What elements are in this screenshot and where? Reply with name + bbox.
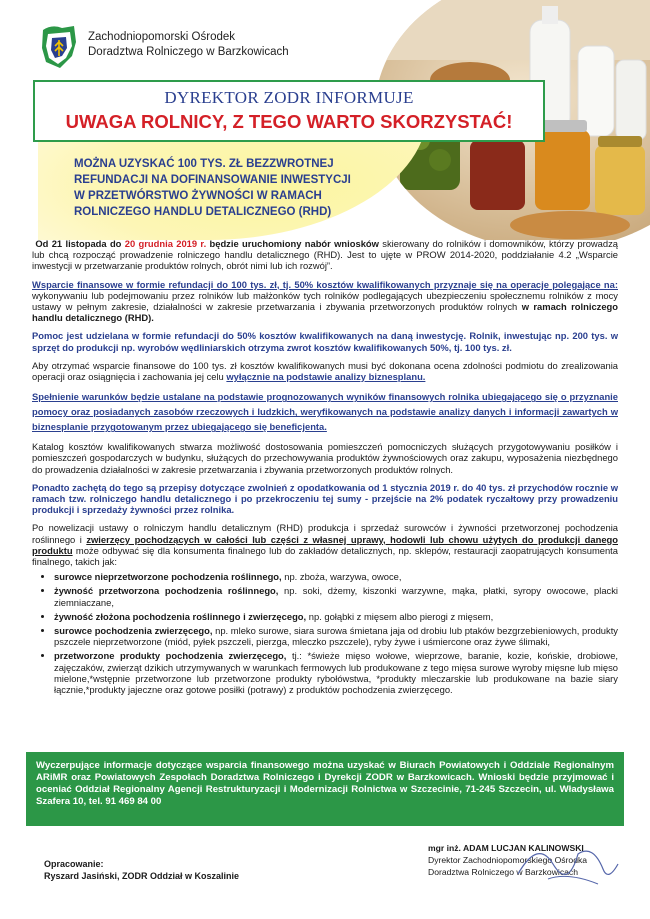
org-line-1: Zachodniopomorski Ośrodek — [88, 31, 236, 43]
amend-emphasis: zwierzęcy pochodzących w całości lub części z własnej uprawy, hodowli lub chowu użytych do produkcji danego produktu — [32, 533, 618, 556]
intro-rest: skierowany do rolników i domowników, którzy prowadzą lub chcą rozpocząć prowadzenie rolniczego handlu detalicznego (RHD). Jest to ujęte w PROW 2014-2020, poddziałanie 4.2 „Wsparcie inwestycji w przetwarzanie produktów rolnych, obrót nimi lub ich rozwój”. — [32, 238, 619, 272]
subhead-line: ROLNICZEGO HANDLU DETALICZNEGO (RHD) — [74, 206, 332, 218]
prepared-by-label: Opracowanie: — [44, 859, 104, 869]
paragraph-catalog: Katalog kosztów kwalifikowanych stwarza możliwość dostosowania pomieszczeń pomocniczych służących przygotowywaniu posiłków i pomieszczeń gospodarczych w budynku, służących do przechowywania produktów żywnościowych oraz zakupu, wyposażenia niezbędnego do prowadzenia działalności w zakresie przetwarzania i zbywania przetworzonych produktów rolnych. — [32, 441, 618, 475]
bp-emphasis: wyłącznie na podstawie analizy biznesplanu. — [226, 371, 426, 383]
list-item-text: np. soki, dżemy, kiszonki warzywne, mąka, płatki, syropy owocowe, placki ziemniaczane, — [54, 585, 618, 608]
amend-text: Po nowelizacji ustawy o rolniczym handlu detalicznym (RHD) produkcja i sprzedaż surowców i żywności przetworzonej pochodzenia roślinnego i — [32, 522, 618, 545]
list-item-bold: żywność złożona pochodzenia roślinnego i zwierzęcego, — [54, 610, 307, 622]
list-item — [54, 611, 618, 622]
org-line-2: Doradztwa Rolniczego w Barzkowicach — [88, 46, 289, 58]
subheadline — [74, 156, 374, 220]
product-list — [32, 571, 618, 695]
info-footer-box: Wyczerpujące informacje dotyczące wsparcia finansowego można uzyskać w Biurach Powiatowych i Oddziale Regionalnym ARiMR oraz Powiatowych Zespołach Doradztwa Rolniczego i Dyrekcji ZODR w Barzkowicach. Wnioski będzie przyjmować i oceniać Oddział Regionalny Agencji Restrukturyzacji i Modernizacji Rolnictwa w Szczecinie, 71-245 Szczecin, ul. Władysława Szafera 10, tel. 91 469 84 00 — [26, 752, 624, 826]
bp-text: Aby otrzymać wsparcie finansowe do 100 tys. zł kosztów kwalifikowanych musi być dokonana ocena zdolności podmiotu do zrealizowania operacji oraz osiągnięcia i zachowania jej celu — [32, 359, 618, 383]
list-item-bold: surowce pochodzenia zwierzęcego, — [54, 625, 213, 637]
list-item-text: np. gołąbki z mięsem albo pierogi z mięsem, — [306, 610, 494, 622]
prepared-by — [44, 858, 239, 882]
paragraph-refund: Pomoc jest udzielana w formie refundacji do 50% kosztów kwalifikowanych na daną inwestycję. Rolnik, inwestując np. 200 tys. w sprzęt do produkcji np. wyrobów wędliniarskich otrzyma zwrot kosztów kwalifikowanych 50%, tj. 100 tys. zł. — [32, 330, 618, 353]
intro-date-to: 20 grudnia 2019 r. — [124, 238, 207, 249]
list-item-bold: surowce nieprzetworzone pochodzenia roślinnego, — [54, 571, 282, 583]
list-item-text: tj.: *świeże mięso wołowe, wieprzowe, baranie, kozie, końskie, drobiowe, zajęczaków, zwierząt dzikich utrzymywanych w warunkach fermowych lub produkowane z tego mięsa surowe wyroby mięsne lub mięso mielone,*wstępnie przetworzone lub przetworzone produkty rybołówstwa, *produkty mleczarskie lub produkowane na bazie siary łącznie,*produkty jajeczne oraz gotowe posiłki (potrawy) z produktów pochodzenia zwierzęcego. — [54, 650, 619, 696]
subhead-line: MOŻNA UZYSKAĆ 100 TYS. ZŁ BEZZWROTNEJ — [74, 158, 334, 170]
paragraph-business-plan — [32, 360, 618, 382]
prepared-by-name: Ryszard Jasiński, ZODR Oddział w Koszalinie — [44, 871, 240, 881]
banner-title: DYREKTOR ZODR INFORMUJE — [164, 88, 414, 107]
signer-title-1: Dyrektor Zachodniopomorskiego Ośrodka — [428, 855, 588, 865]
handwritten-signature — [508, 834, 628, 894]
support-heading: Wsparcie finansowe w formie refundacji do 100 tys. zł, tj. 50% kosztów kwalifikowanych przyznaje się na operacje polegające na: — [32, 278, 618, 290]
organization-name — [88, 30, 289, 60]
paragraph-amendment — [32, 522, 618, 567]
article-body — [32, 238, 618, 698]
subhead-line: W PRZETWÓRSTWO ŻYWNOŚCI W RAMACH — [74, 190, 322, 202]
subhead-line: REFUNDACJI NA DOFINANSOWANIE INWESTYCJI — [74, 174, 351, 186]
list-item — [54, 571, 618, 582]
paragraph-conditions: Spełnienie warunków będzie ustalane na podstawie prognozowanych wyników finansowych rolnika ubiegającego się o przyznanie pomocy oraz posiadanych zasobów rzeczowych i ludzkich, weryfikowanych na podstawie analizy danych i informacji zawartych w biznesplanie przygotowanym przez ubiegającego się beneficjenta. — [32, 391, 618, 433]
list-item-text: np. zboża, warzywa, owoce, — [281, 571, 402, 583]
paragraph-intro — [32, 238, 618, 272]
list-item-bold: przetworzone produkty pochodzenia zwierzęcego, — [54, 650, 287, 662]
intro-launch: będzie uruchomiony — [209, 238, 302, 249]
zodr-logo — [40, 22, 78, 72]
list-item-bold: żywność przetworzona pochodzenia roślinnego, — [54, 585, 279, 597]
list-item — [54, 650, 618, 695]
list-item — [54, 585, 618, 607]
paragraph-tax: Ponadto zachętą do tego są przepisy dotyczące zwolnień z opodatkowania od 1 stycznia 2019 r. do 40 tys. zł przychodów rocznie w ramach tzw. rolniczego handlu detalicznego i po przekroczeniu tej sumy - przejście na 2% podatek ryczałtowy przy prowadzeniu produkcji i sprzedaży żywności przez rolnika. — [32, 481, 618, 516]
headline-banner — [33, 80, 545, 142]
banner-headline: UWAGA ROLNICY, Z TEGO WARTO SKORZYSTAĆ! — [65, 111, 513, 132]
amend-rest: może odbywać się dla konsumenta finalnego lub do zakładów detalicznych, np. sklepów, restauracji zaopatrujących konsumenta finalnego, takich jak: — [32, 544, 618, 568]
signer-title-2: Doradztwa Rolniczego w Barzkowicach — [428, 867, 578, 877]
signature-block — [428, 842, 587, 878]
list-item-text: np. mleko surowe, siara surowa śmietana jaja od drobiu lub ptaków bezgrzebieniowych, produkty pszczele nieprzetworzone (miód, pyłek pszczeli, pierzga, mleczko pszczele), ryby żywe i uśmiercone oraz żywe ślimaki, — [54, 625, 618, 648]
intro-date-from: Od 21 listopada do — [35, 238, 122, 249]
intro-call: nabór wniosków — [304, 238, 379, 249]
list-item — [54, 625, 618, 647]
support-text: wykonywaniu lub podejmowaniu przez rolników lub małżonków tych rolników podlegających ubezpieczeniu społecznemu rolników z mocy ustawy w pełnym zakresie, działalności w zakresie przetwarzania i zbywania przetworzonych produktów rolnych — [32, 289, 618, 313]
support-rhd: w ramach rolniczego handlu detalicznego (RHD). — [32, 301, 619, 324]
signer-name: mgr inż. ADAM LUCJAN KALINOWSKI — [428, 843, 584, 853]
paragraph-support — [32, 279, 618, 324]
